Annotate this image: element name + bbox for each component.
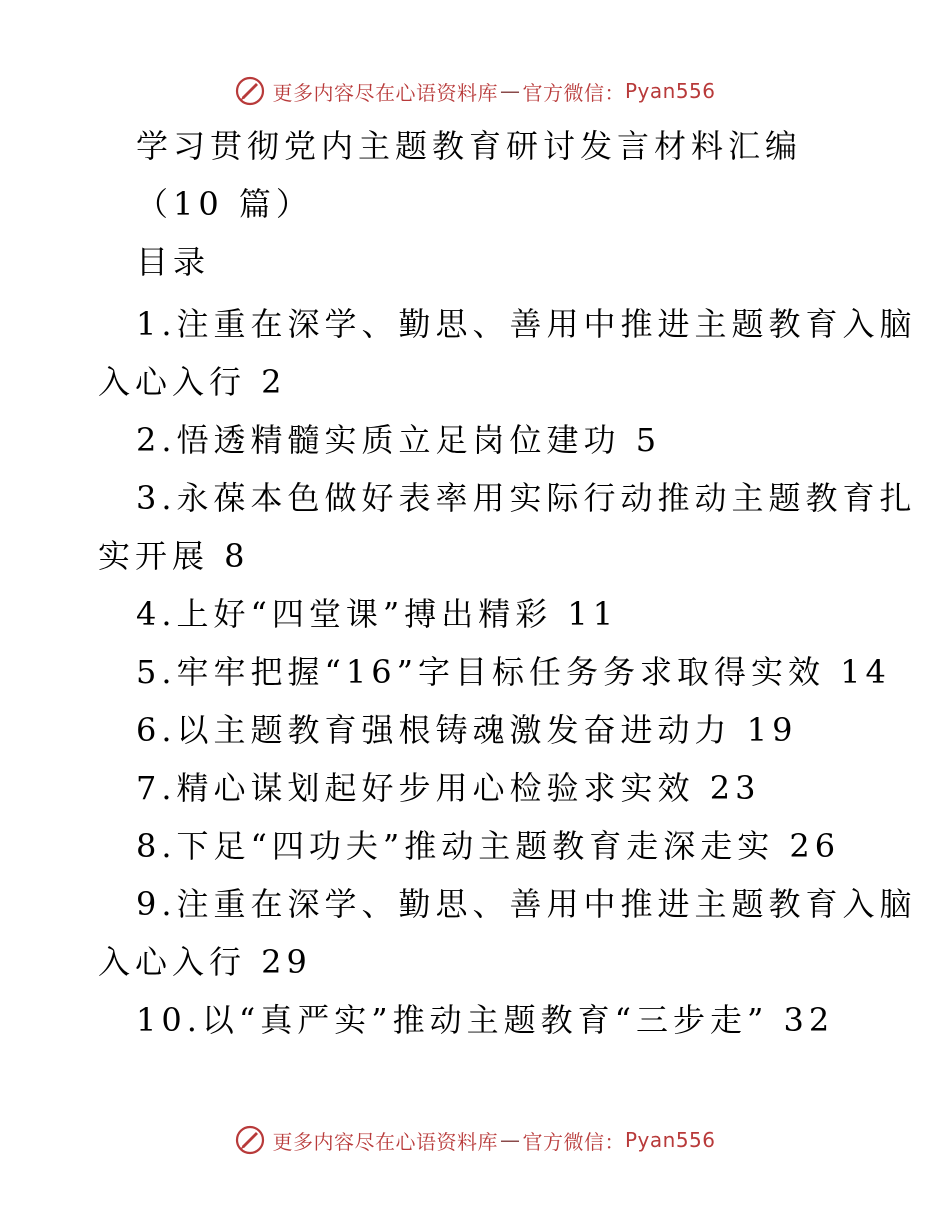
toc-entry: 1.注重在深学、勤思、善用中推进主题教育入脑 (136, 305, 917, 343)
toc-entry: 8.下足“四功夫”推动主题教育走深走实 26 (136, 827, 841, 865)
watermark-wechat-label: 官方微信： (522, 80, 625, 105)
watermark-wechat-id: Pyan556 (624, 79, 716, 103)
toc-entry: 2.悟透精髓实质立足岗位建功 5 (136, 421, 662, 459)
toc-entry: 5.牢牢把握“16”字目标任务务求取得实效 14 (136, 653, 891, 691)
toc-entry: 3.永葆本色做好表率用实际行动推动主题教育扎 (136, 479, 917, 517)
toc-entry: 9.注重在深学、勤思、善用中推进主题教育入脑 (136, 885, 917, 923)
toc-entry: 6.以主题教育强根铸魂激发奋进动力 19 (136, 711, 798, 749)
watermark-separator: — (499, 79, 521, 103)
toc-entry-continuation: 实开展 8 (98, 537, 250, 575)
watermark-separator: — (499, 1128, 521, 1152)
document-title: 学习贯彻党内主题教育研讨发言材料汇编 (136, 127, 803, 165)
toc-heading: 目录 (136, 243, 211, 281)
toc-entry-continuation: 入心入行 29 (98, 943, 312, 981)
watermark-banner-bottom (0, 1120, 950, 1160)
watermark-wechat-label: 官方微信： (522, 1129, 625, 1154)
toc-entry: 10.以“真严实”推动主题教育“三步走” 32 (136, 1001, 835, 1039)
toc-entry: 7.精心谋划起好步用心检验求实效 23 (136, 769, 761, 807)
toc-entry-continuation: 入心入行 2 (98, 363, 287, 401)
toc-entry: 4.上好“四堂课”搏出精彩 11 (136, 595, 619, 633)
watermark-banner-top (0, 71, 950, 111)
quill-logo-icon (234, 75, 266, 107)
watermark-text: 更多内容尽在心语资料库 (272, 80, 498, 105)
quill-logo-icon (234, 1124, 266, 1156)
watermark-wechat-id: Pyan556 (624, 1128, 716, 1152)
watermark-text: 更多内容尽在心语资料库 (272, 1129, 498, 1154)
document-title-count: （10 篇） (136, 185, 313, 223)
